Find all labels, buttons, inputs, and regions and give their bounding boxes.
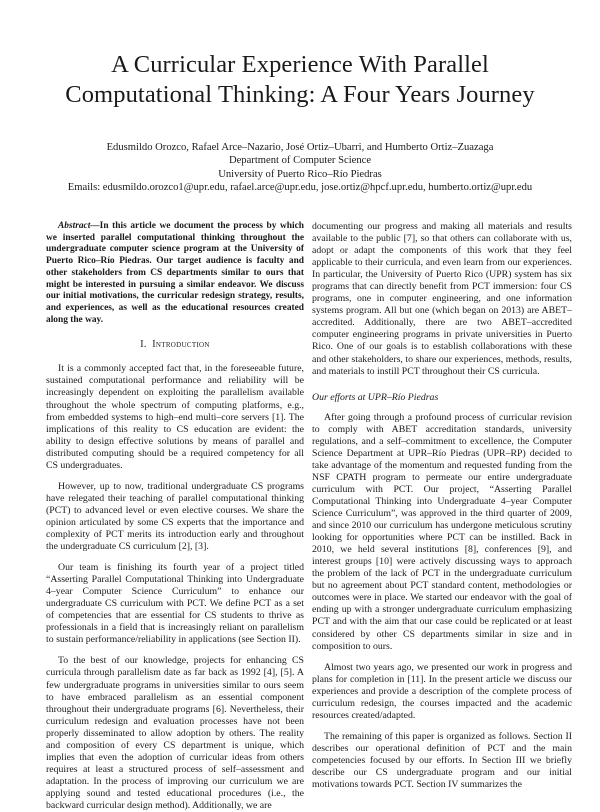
body-paragraph: After going through a profound process of curricular revision to comply with ABET accreditation standards, university regulations, and a self–commitment to excellence, the Computer Science Department at UPR–Río Piedras (UPR–RP) decided to take advantage of the momentum and requested funding from the NSF CPATH program to permeate our entire undergraduate curriculum with PCT. Our project, “Asserting Parallel Computational Thinking into Undergraduate 4–year Computer Science Curriculum”, was approved in the third quarter of 2009, and since 2010 our curriculum has undergone meticulous scrutiny looking for opportunities where PCT can be instilled. Back in 2010, we held several institutions [8], conferences [9], and interest groups [10] were actively discussing ways to approach the problem of the lack of PCT in the undergraduate curriculum but no agreement about PCT standard content, methodologies or outcomes were in place. We started our endeavor with the goal of ending up with a stronger undergraduate curriculum emphasizing PCT and with the aim that our case could be replicated or at least considered by other CS departments similar in size and in composition to ours. [312, 411, 572, 652]
author-block [40, 141, 560, 194]
section-numeral: I. [140, 339, 147, 351]
intro-paragraph: Our team is finishing its fourth year of a project titled “Asserting Parallel Computational Thinking into Undergraduate 4–year Computer Science Curriculum” to enhance our undergraduate CS curriculum with PCT. We define PCT as a set of competencies that are essential for CS students to thrive as professionals in a field that is increasingly reliant on parallelism to sustain performance/reliability in applications (see Section II). [46, 562, 304, 646]
intro-paragraph: However, up to now, traditional undergraduate CS programs have relegated their teaching of parallel computational thinking (PCT) to advanced level or even elective courses. We share the opinion articulated by some CS experts that the importance and complexity of PCT merits its introduction early and throughout the undergraduate CS curriculum [2], [3]. [46, 480, 304, 553]
abstract-text: —In this article we document the process by which we inserted parallel computational thinking throughout the undergraduate computer science program at the University of Puerto Rico–Río Piedras. Our target audience is faculty and other stakeholders from CS departments similar to ours that might be interested in pursuing a similar endeavor. We discuss our initial motivations, the curricular redesign strategy, results, and experiences, as well as the educational resources created along the way. [46, 221, 304, 325]
body-paragraph: The remaining of this paper is organized as follows. Section II describes our operational definition of PCT and the main competencies focused by our efforts. In Section III we briefly describe our CS undergraduate program and our initial motivations towards PCT. Section IV summarizes the [312, 730, 572, 791]
body-paragraph: Almost two years ago, we presented our work in progress and plans for completion in [11]. In the present article we discuss our experiences and provide a description of the complete process of curriculum redesign, the courses impacted and the academic resources created/adapted. [312, 661, 572, 721]
section-heading-introduction [46, 339, 304, 351]
subsection-heading: Our efforts at UPR–Río Piedras [312, 391, 439, 403]
author-university: University of Puerto Rico–Río Piedras [218, 168, 382, 180]
paper-title [40, 50, 560, 110]
author-names: Edusmildo Orozco, Rafael Arce–Nazario, José Ortiz–Ubarri, and Humberto Ortiz–Zuazaga [106, 142, 494, 153]
continued-paragraph: documenting our progress and making all materials and results available to the public [7], so that others can collaborate with us, adopt or adapt the components of this work that they feel applicable to their curricula, and even learn from our experiences. In particular, the University of Puerto Rico (UPR) system has six programs that can directly benefit from PCT immersion: four CS programs, one in computer engineering, and one information systems program. All but one (which began on 2013) are ABET–accredited. Additionally, there are two ABET–accredited computer engineering programs in private universities in Puerto Rico. One of our goals is to establish collaborations with these and other stakeholders, to share our experiences, methods, results, and materials to instill PCT throughout their CS curricula. [312, 221, 572, 377]
author-emails: Emails: edusmildo.orozco1@upr.edu, rafael.arce@upr.edu, jose.ortiz@hpcf.upr.edu, humberto.ortiz@upr.edu [67, 181, 533, 193]
intro-paragraph: To the best of our knowledge, projects for enhancing CS curricula through parallelism date as far back as 1992 [4], [5]. A few undergraduate programs in universities similar to ours seem to have embraced parallelism as an essential component throughout their undergraduate programs [6]. Nevertheless, their curriculum redesign and evaluation processes have not been properly disseminated to allow adoption by others. The reality and composition of every CS department is unique, which implies that even the adoption of curricular ideas from others requires at least a structured process of self–assessment and adaptation. In the process of improving our curriculum we are applying sound and tested educational procedures (i.e., the backward curricular design method). Additionally, we are [46, 655, 304, 811]
author-department: Department of Computer Science [228, 155, 372, 167]
title-line-1: A Curricular Experience With Parallel [111, 51, 489, 78]
abstract [46, 221, 304, 326]
intro-paragraph: It is a commonly accepted fact that, in the foreseeable future, sustained computational performance and reliability will be increasingly dependent on exploiting the parallelism available throughout the whole spectrum of computing platforms, e.g., from embedded systems to high–end multi–core servers [1]. The implications of this reality to CS education are evident: the ability to design effective solutions by means of parallel and distributed computing should be a required competency for all CS undergraduates. [46, 363, 304, 471]
left-column [46, 221, 304, 812]
abstract-lead: Abstract [58, 221, 91, 231]
right-column [312, 221, 572, 791]
section-title: Introduction [152, 339, 210, 351]
title-line-2: Computational Thinking: A Four Years Journey [65, 81, 535, 108]
